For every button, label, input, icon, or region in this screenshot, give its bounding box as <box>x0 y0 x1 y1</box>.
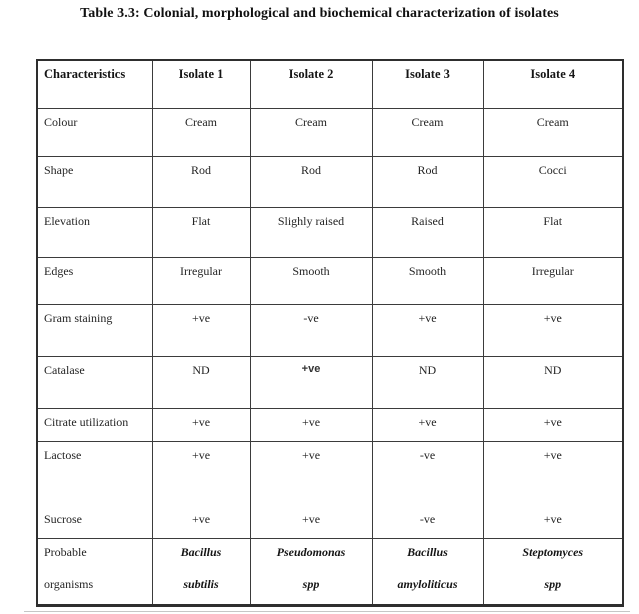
value-cell: +ve <box>152 304 250 356</box>
row-label-line: Probable <box>44 544 87 559</box>
value-cell: Rod <box>152 156 250 207</box>
value-cell: Flat <box>152 207 250 257</box>
value-cell-organism <box>152 538 250 605</box>
row-label-line: organisms <box>44 576 94 591</box>
row-label-cell: Elevation <box>37 207 152 257</box>
value-cell-organism <box>250 538 372 605</box>
value-cell: Rod <box>372 156 483 207</box>
value-cell: +ve <box>372 304 483 356</box>
value-cell: Cream <box>483 108 623 156</box>
value-cell: ND <box>483 356 623 408</box>
row-label-cell: Lactose <box>37 441 152 506</box>
value-cell: +ve <box>152 441 250 506</box>
value-cell: +ve <box>483 441 623 506</box>
row-label-cell <box>37 538 152 605</box>
column-header-characteristics: Characteristics <box>37 60 152 108</box>
organism-line: spp <box>544 576 562 591</box>
organism-line: subtilis <box>183 576 219 591</box>
value-cell: +ve <box>250 506 372 538</box>
table-row-citrate-utilization <box>37 408 623 441</box>
table-row-colour <box>37 108 623 156</box>
column-header-isolate-2: Isolate 2 <box>250 60 372 108</box>
column-header-isolate-3: Isolate 3 <box>372 60 483 108</box>
organism-line: Pseudomonas <box>276 544 346 559</box>
value-cell: Smooth <box>372 257 483 304</box>
table-row-edges <box>37 257 623 304</box>
value-cell: Rod <box>250 156 372 207</box>
organism-line: Bacillus <box>180 544 222 559</box>
row-label-cell: Gram staining <box>37 304 152 356</box>
table-row-shape <box>37 156 623 207</box>
page-edge-line <box>24 611 630 612</box>
value-cell: Slighly raised <box>250 207 372 257</box>
value-cell: Cream <box>250 108 372 156</box>
organism-line: spp <box>302 576 320 591</box>
row-label-cell: Catalase <box>37 356 152 408</box>
value-cell: Flat <box>483 207 623 257</box>
value-cell: Raised <box>372 207 483 257</box>
row-label-cell: Edges <box>37 257 152 304</box>
value-cell: +ve <box>250 441 372 506</box>
value-cell: +ve <box>483 408 623 441</box>
column-header-isolate-1: Isolate 1 <box>152 60 250 108</box>
table-header-row <box>37 60 623 108</box>
value-cell: Irregular <box>152 257 250 304</box>
organism-line: Bacillus <box>407 544 448 559</box>
value-cell: +ve <box>152 506 250 538</box>
organism-line: Steptomyces <box>522 544 584 559</box>
value-cell-organism <box>372 538 483 605</box>
value-cell: ND <box>372 356 483 408</box>
row-label-cell: Citrate utilization <box>37 408 152 441</box>
value-cell: Cocci <box>483 156 623 207</box>
value-cell: +ve <box>250 356 372 408</box>
table-row-gram-staining <box>37 304 623 356</box>
value-cell-organism <box>483 538 623 605</box>
characterization-table <box>36 59 624 607</box>
table-row-catalase <box>37 356 623 408</box>
value-cell: Cream <box>152 108 250 156</box>
value-cell: +ve <box>152 408 250 441</box>
value-cell: ND <box>152 356 250 408</box>
value-cell: -ve <box>372 506 483 538</box>
table-row-lactose <box>37 441 623 506</box>
table-row-elevation <box>37 207 623 257</box>
row-label-cell: Sucrose <box>37 506 152 538</box>
row-label-cell: Colour <box>37 108 152 156</box>
value-cell: Cream <box>372 108 483 156</box>
value-cell: Irregular <box>483 257 623 304</box>
table-row-probable-organisms <box>37 538 623 605</box>
column-header-isolate-4: Isolate 4 <box>483 60 623 108</box>
value-cell: +ve <box>372 408 483 441</box>
value-cell: -ve <box>250 304 372 356</box>
table-caption: Table 3.3: Colonial, morphological and biochemical characterization of isolates <box>80 6 559 21</box>
organism-line: amyloliticus <box>397 576 458 591</box>
value-cell: +ve <box>483 304 623 356</box>
value-cell: -ve <box>372 441 483 506</box>
value-cell: Smooth <box>250 257 372 304</box>
table-row-sucrose <box>37 506 623 538</box>
value-cell: +ve <box>483 506 623 538</box>
row-label-cell: Shape <box>37 156 152 207</box>
value-cell: +ve <box>250 408 372 441</box>
